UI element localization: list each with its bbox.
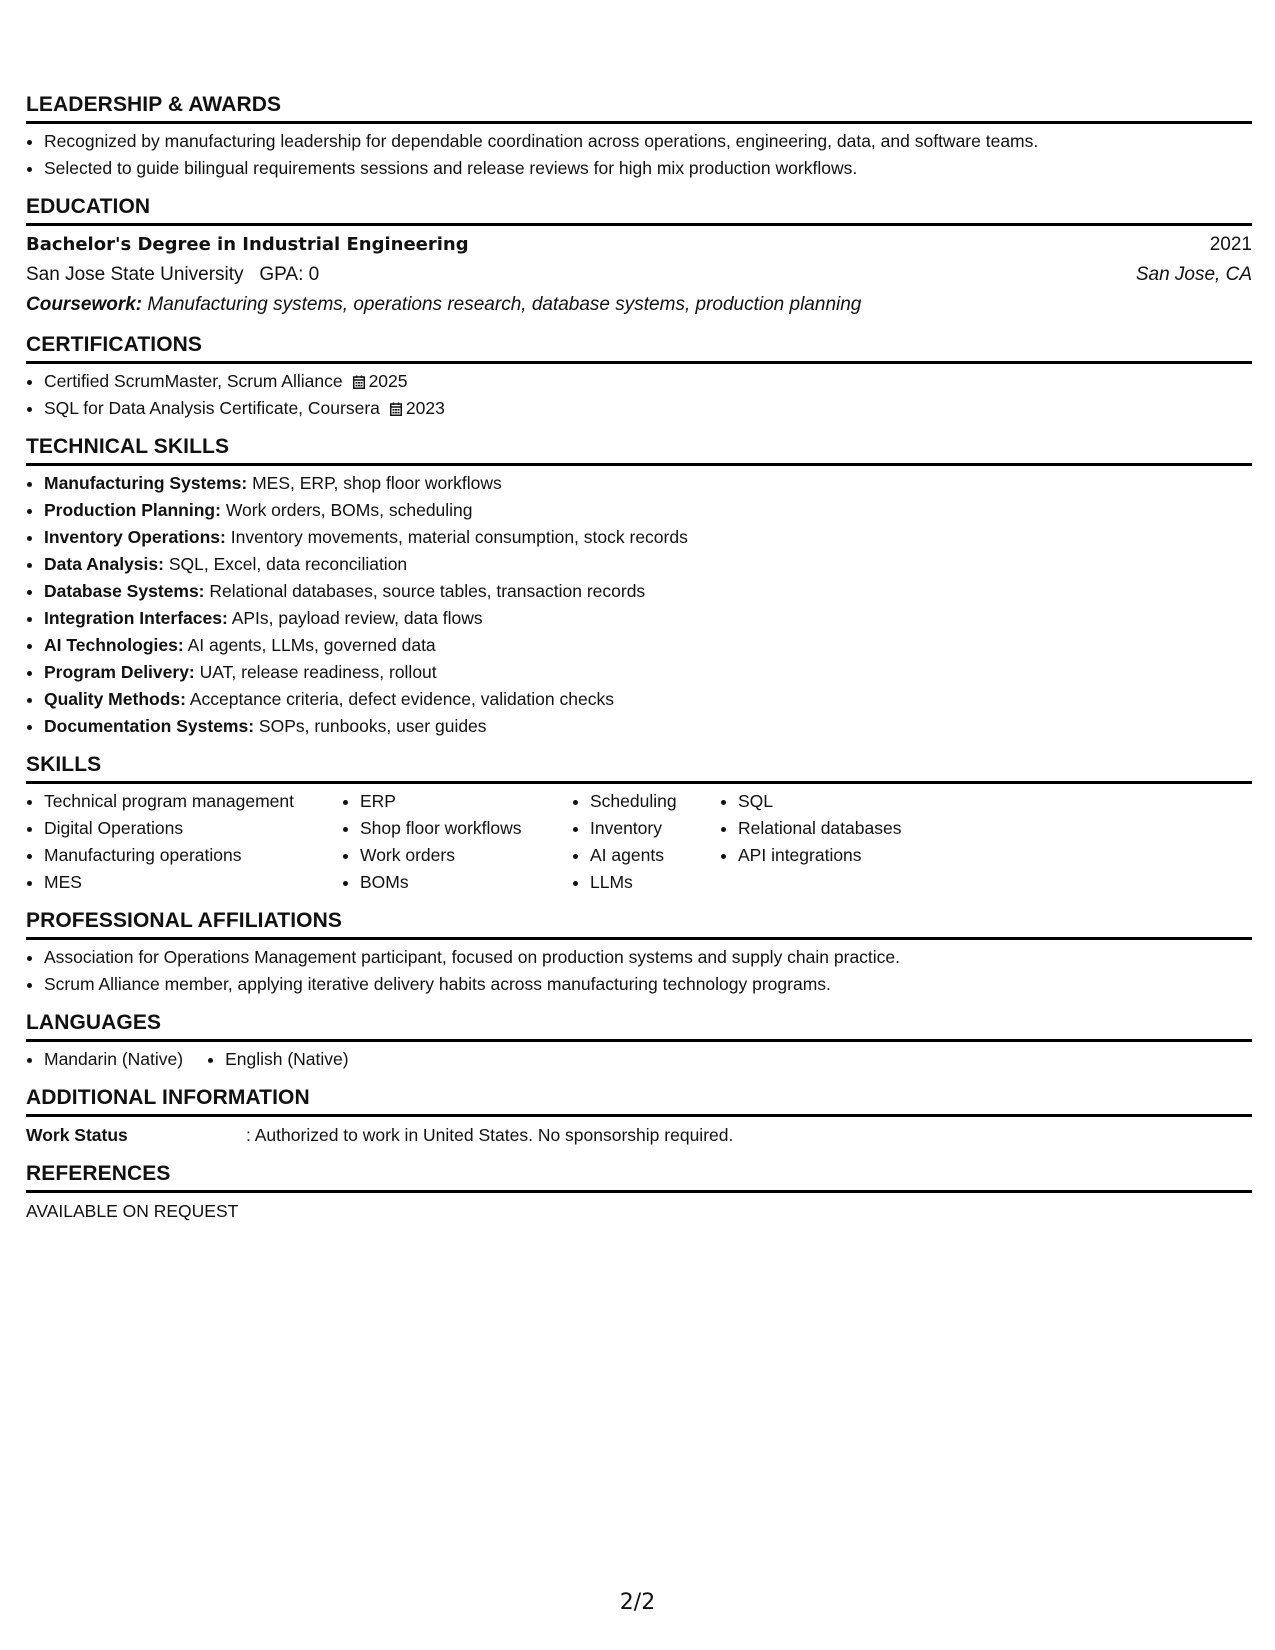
affiliations-section bbox=[26, 908, 1252, 998]
list-item: • Manufacturing operations bbox=[44, 842, 342, 869]
languages-section bbox=[26, 1010, 1252, 1073]
skill-label: Manufacturing Systems: bbox=[44, 473, 248, 493]
list-item: • AI agents bbox=[590, 842, 720, 869]
leadership-list bbox=[26, 128, 1252, 182]
section-title: LANGUAGES bbox=[26, 1010, 1252, 1042]
list-item: • BOMs bbox=[360, 869, 572, 896]
skill-label: Integration Interfaces: bbox=[44, 608, 228, 628]
section-title: CERTIFICATIONS bbox=[26, 332, 1252, 364]
skill-value: SOPs, runbooks, user guides bbox=[258, 716, 487, 736]
section-title: EDUCATION bbox=[26, 194, 1252, 226]
list-item bbox=[44, 395, 1252, 422]
list-item: • Inventory bbox=[590, 815, 720, 842]
list-item: • MES bbox=[44, 869, 342, 896]
list-item: • SQL bbox=[738, 788, 958, 815]
references-text: AVAILABLE ON REQUEST bbox=[26, 1201, 239, 1221]
skill-value: UAT, release readiness, rollout bbox=[199, 662, 437, 682]
skill-label: Documentation Systems: bbox=[44, 716, 255, 736]
resume-page bbox=[26, 92, 1252, 1225]
certification-name: Certified ScrumMaster, Scrum Alliance bbox=[44, 371, 343, 391]
list-item: • LLMs bbox=[590, 869, 720, 896]
list-item: • Technical program management bbox=[44, 788, 342, 815]
skills-section bbox=[26, 752, 1252, 896]
list-item: • Scrum Alliance member, applying iterative delivery habits across manufacturing technology programs. bbox=[44, 971, 1252, 998]
skills-column bbox=[26, 788, 342, 896]
skill-value: SQL, Excel, data reconciliation bbox=[168, 554, 408, 574]
skills-column bbox=[720, 788, 958, 896]
section-title: ADDITIONAL INFORMATION bbox=[26, 1085, 1252, 1117]
list-item bbox=[44, 686, 1252, 713]
list-item: • Digital Operations bbox=[44, 815, 342, 842]
list-item bbox=[44, 551, 1252, 578]
certifications-list bbox=[26, 368, 1252, 422]
school-name: San Jose State University bbox=[26, 264, 244, 285]
calendar-icon bbox=[390, 402, 402, 416]
list-item: • Relational databases bbox=[738, 815, 958, 842]
list-item: • Mandarin (Native) bbox=[44, 1046, 183, 1073]
section-title: LEADERSHIP & AWARDS bbox=[26, 92, 1252, 124]
skill-value: Relational databases, source tables, transaction records bbox=[209, 581, 646, 601]
skill-label: Production Planning: bbox=[44, 500, 221, 520]
skills-column bbox=[342, 788, 572, 896]
section-title: TECHNICAL SKILLS bbox=[26, 434, 1252, 466]
work-status-row bbox=[26, 1121, 1252, 1149]
education-degree-row bbox=[26, 230, 1252, 260]
skill-value: MES, ERP, shop floor workflows bbox=[252, 473, 502, 493]
list-item: • English (Native) bbox=[225, 1046, 349, 1073]
education-section bbox=[26, 194, 1252, 320]
degree-name: Bachelor's Degree in Industrial Engineering bbox=[26, 234, 469, 255]
list-item: • API integrations bbox=[738, 842, 958, 869]
calendar-icon bbox=[353, 375, 365, 389]
list-item bbox=[44, 632, 1252, 659]
certification-year: 2025 bbox=[368, 371, 408, 391]
list-item bbox=[44, 659, 1252, 686]
gpa: GPA: 0 bbox=[259, 264, 320, 285]
list-item bbox=[44, 470, 1252, 497]
references-section bbox=[26, 1161, 1252, 1225]
skill-label: Inventory Operations: bbox=[44, 527, 226, 547]
skill-value: APIs, payload review, data flows bbox=[231, 608, 483, 628]
skills-column bbox=[572, 788, 720, 896]
affiliations-list bbox=[26, 944, 1252, 998]
list-item: • ERP bbox=[360, 788, 572, 815]
work-status-label: Work Status bbox=[26, 1125, 128, 1145]
coursework-label: Coursework: bbox=[26, 294, 143, 315]
list-item: • Scheduling bbox=[590, 788, 720, 815]
certification-name: SQL for Data Analysis Certificate, Coursera bbox=[44, 398, 380, 418]
skill-value: Inventory movements, material consumption, stock records bbox=[230, 527, 688, 547]
skill-label: Database Systems: bbox=[44, 581, 205, 601]
certification-year: 2023 bbox=[405, 398, 445, 418]
coursework bbox=[26, 290, 1252, 320]
additional-information-section bbox=[26, 1085, 1252, 1149]
list-item bbox=[44, 524, 1252, 551]
list-item bbox=[44, 368, 1252, 395]
leadership-section bbox=[26, 92, 1252, 182]
skill-label: Program Delivery: bbox=[44, 662, 195, 682]
skill-value: AI agents, LLMs, governed data bbox=[187, 635, 436, 655]
list-item bbox=[44, 605, 1252, 632]
languages-list bbox=[26, 1046, 1252, 1073]
school-location: San Jose, CA bbox=[1135, 264, 1252, 285]
list-item: • Association for Operations Management participant, focused on production systems and supply chain practice. bbox=[44, 944, 1252, 971]
technical-skills-section bbox=[26, 434, 1252, 740]
coursework-text: Manufacturing systems, operations research, database systems, production planning bbox=[147, 294, 862, 315]
graduation-year: 2021 bbox=[1209, 234, 1252, 255]
skill-value: Work orders, BOMs, scheduling bbox=[225, 500, 473, 520]
skill-label: Quality Methods: bbox=[44, 689, 186, 709]
technical-skills-list bbox=[26, 470, 1252, 740]
education-school-row bbox=[26, 260, 1252, 290]
work-status-value: : Authorized to work in United States. No sponsorship required. bbox=[246, 1125, 734, 1145]
list-item bbox=[44, 497, 1252, 524]
list-item: • Selected to guide bilingual requirements sessions and release reviews for high mix production workflows. bbox=[44, 155, 1252, 182]
list-item bbox=[44, 713, 1252, 740]
page-number: 2/2 bbox=[619, 1590, 656, 1615]
list-item bbox=[44, 578, 1252, 605]
skill-label: Data Analysis: bbox=[44, 554, 164, 574]
section-title: REFERENCES bbox=[26, 1161, 1252, 1193]
section-title: PROFESSIONAL AFFILIATIONS bbox=[26, 908, 1252, 940]
list-item: • Work orders bbox=[360, 842, 572, 869]
section-title: SKILLS bbox=[26, 752, 1252, 784]
list-item: • Shop floor workflows bbox=[360, 815, 572, 842]
skill-label: AI Technologies: bbox=[44, 635, 184, 655]
certifications-section bbox=[26, 332, 1252, 422]
skills-grid bbox=[26, 788, 1252, 896]
school-info bbox=[26, 260, 319, 290]
list-item: • Recognized by manufacturing leadership for dependable coordination across operations, engineering, data, and software teams. bbox=[44, 128, 1252, 155]
skill-value: Acceptance criteria, defect evidence, validation checks bbox=[189, 689, 614, 709]
